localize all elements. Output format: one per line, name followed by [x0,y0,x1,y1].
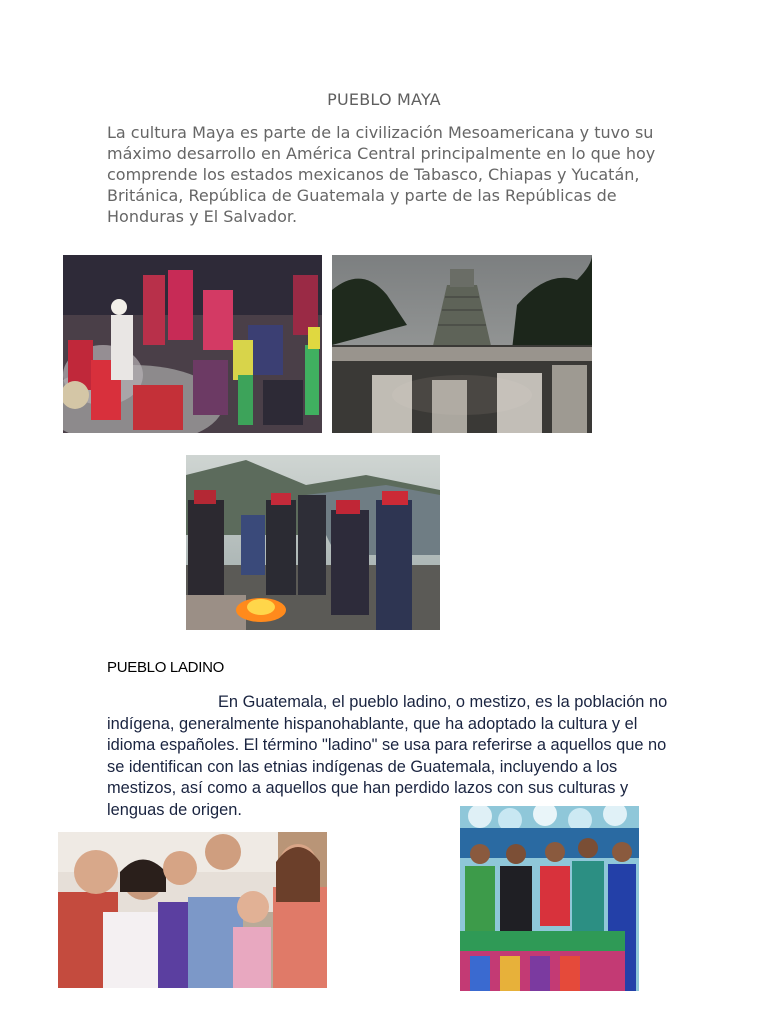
maya-women-fire-photo [186,455,440,630]
ladino-section-title: PUEBLO LADINO [107,659,224,676]
ladino-paragraph: En Guatemala, el pueblo ladino, o mestizo, es la población no indígena, generalmente hispanohablante, que ha adoptado la cultura y el idioma españoles. El término "ladino" se usa para referirse a aquellos que no se identifican con las etnias indígenas de Guatemala, incluyendo a los mestizos, así como a aquellos que han perdido lazos con sus culturas y lenguas de origen. [107,693,668,819]
ladino-paragraph-container [107,692,669,821]
maya-paragraph: La cultura Maya es parte de la civilización Mesoamericana y tuvo su máximo desarrollo en América Central principalmente en lo que hoy comprende los estados mexicanos de Tabasco, Chiapas y Yucatán, Británica, República de Guatemala y parte de las Repúblicas de Honduras y El Salvador. [107,123,656,226]
ladino-family-photo [58,832,327,988]
maya-section-title: PUEBLO MAYA [327,90,441,109]
tikal-temple-photo [332,255,592,433]
maya-ceremony-photo [63,255,322,433]
textile-vendors-photo [460,806,639,991]
